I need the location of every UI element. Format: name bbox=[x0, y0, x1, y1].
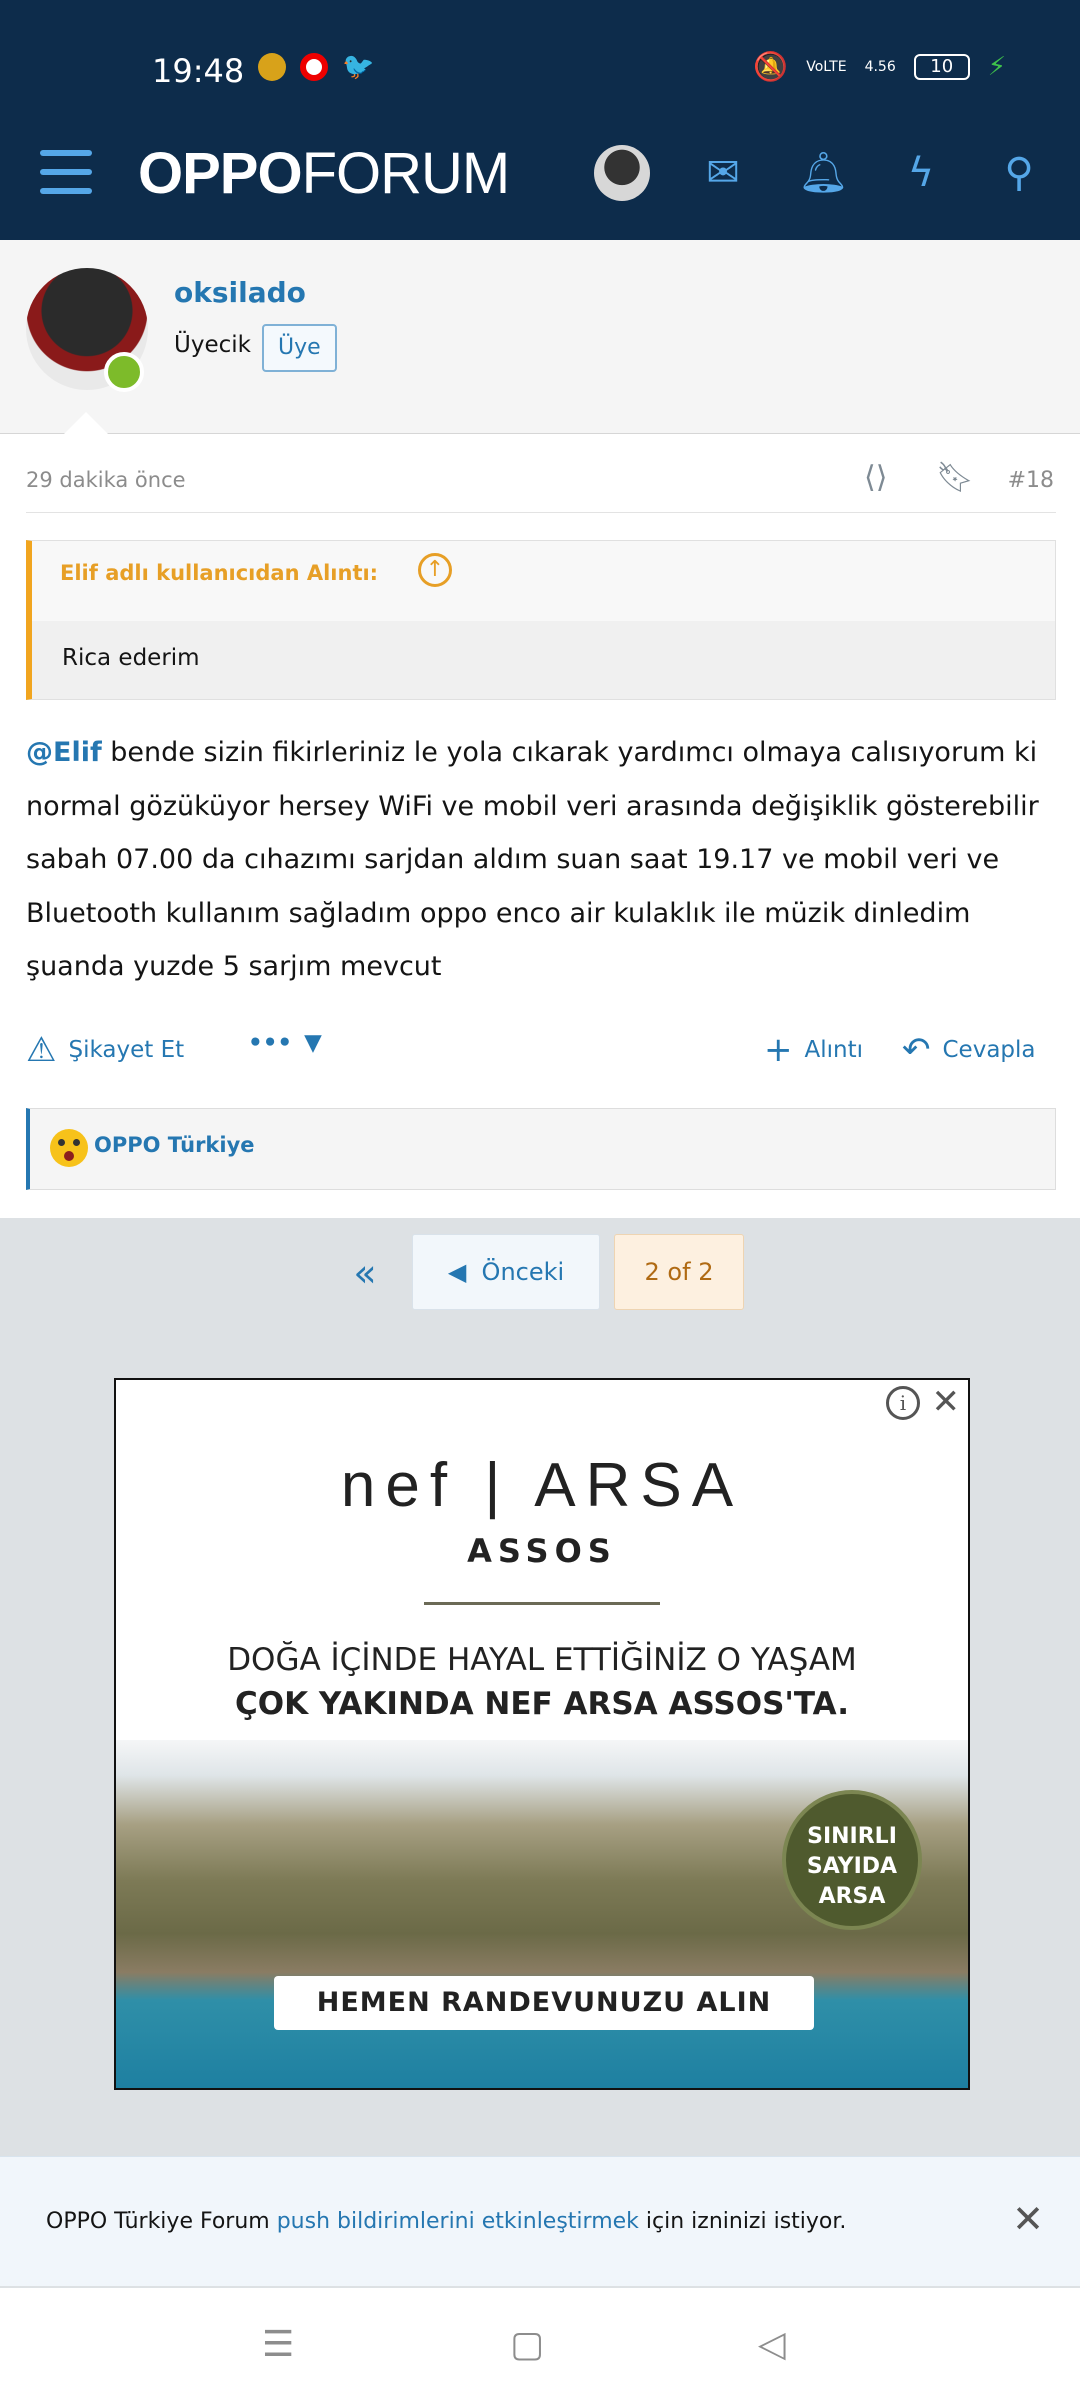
post-body bbox=[26, 726, 1060, 994]
status-bar bbox=[0, 40, 1080, 100]
bookmark-icon[interactable]: 🔖︎ bbox=[936, 460, 975, 495]
online-status-icon bbox=[104, 352, 144, 392]
app-notification-icon bbox=[258, 53, 286, 81]
warning-icon: ⚠ bbox=[26, 1030, 57, 1070]
close-icon[interactable]: ✕ bbox=[1012, 2197, 1044, 2241]
ad-cta-button[interactable]: HEMEN RANDEVUNUZU ALIN bbox=[274, 1976, 814, 2030]
brand-logo[interactable]: OPPOFORUM bbox=[138, 141, 510, 206]
quote-header[interactable]: Elif adlı kullanıcıdan Alıntı: bbox=[60, 561, 379, 585]
share-icon[interactable]: ⟨⟩ bbox=[864, 460, 888, 495]
charging-icon: ⚡ bbox=[987, 51, 1006, 82]
ad-subtitle: ASSOS bbox=[467, 1532, 617, 1570]
ad-badge: SINIRLI SAYIDA ARSA bbox=[782, 1790, 922, 1930]
top-bar bbox=[0, 0, 1080, 240]
arrow-up-circle-icon[interactable]: ↑ bbox=[418, 553, 452, 587]
quote-button[interactable]: + Alıntı bbox=[764, 1030, 863, 1070]
twitter-icon: 🐦 bbox=[342, 52, 375, 82]
signal-icon: 4.56 bbox=[864, 58, 896, 75]
volte-icon: VoLTE bbox=[806, 58, 847, 75]
bell-icon[interactable]: 🔔︎ bbox=[798, 150, 849, 196]
surprised-emoji-icon bbox=[50, 1129, 88, 1167]
signature bbox=[26, 1108, 1056, 1190]
caret-left-icon: ◀ bbox=[447, 1258, 467, 1286]
plus-icon: + bbox=[764, 1030, 793, 1070]
navigation-bar bbox=[0, 2288, 1080, 2400]
quote-block bbox=[26, 540, 1056, 700]
mute-icon: 🔕 bbox=[753, 50, 789, 83]
menu-icon[interactable] bbox=[40, 150, 92, 194]
advertisement[interactable] bbox=[114, 1378, 970, 2090]
post-number[interactable]: #18 bbox=[1007, 468, 1054, 493]
ad-logo: nef | ARSA bbox=[340, 1451, 744, 1520]
caret-down-icon: ▼ bbox=[304, 1030, 322, 1056]
report-button[interactable]: ⚠ Şikayet Et bbox=[26, 1030, 185, 1070]
ad-line-2: ÇOK YAKINDA NEF ARSA ASSOS'TA. bbox=[235, 1686, 849, 1722]
battery-icon: 10 bbox=[914, 54, 970, 80]
ad-line-1: DOĞA İÇİNDE HAYAL ETTİĞİNİZ O YAŞAM bbox=[227, 1642, 857, 1678]
post-time[interactable]: 29 dakika önce bbox=[26, 468, 186, 492]
reply-button[interactable]: ↶ Cevapla bbox=[902, 1030, 1036, 1070]
username[interactable]: oksilado bbox=[174, 276, 306, 309]
more-button[interactable]: ••• ▼ bbox=[248, 1030, 322, 1056]
enable-push-link[interactable]: push bildirimlerini etkinleştirmek bbox=[276, 2209, 639, 2234]
home-icon[interactable]: ▢ bbox=[510, 2324, 545, 2365]
role-badge: Üye bbox=[262, 324, 337, 372]
status-time: 19:48 bbox=[152, 52, 245, 90]
back-icon[interactable]: ◁ bbox=[758, 2324, 786, 2365]
close-icon[interactable]: ✕ bbox=[931, 1382, 960, 1422]
vodafone-icon bbox=[300, 53, 328, 81]
mention-link[interactable]: @Elif bbox=[26, 737, 102, 768]
header-avatar[interactable] bbox=[594, 145, 650, 201]
post-actions bbox=[26, 1030, 1056, 1080]
post-card bbox=[0, 240, 1080, 1218]
mail-icon[interactable]: ✉ bbox=[706, 150, 740, 196]
current-page[interactable]: 2 of 2 bbox=[614, 1234, 744, 1310]
push-notice: OPPO Türkiye Forum push bildirimlerini etkinleştirmek için izninizi istiyor. ✕ bbox=[0, 2156, 1080, 2286]
user-title: Üyecik bbox=[174, 332, 251, 358]
user-info bbox=[0, 240, 1080, 434]
reply-icon: ↶ bbox=[902, 1030, 931, 1070]
info-icon[interactable]: i bbox=[886, 1386, 920, 1420]
recents-icon[interactable]: ☰ bbox=[262, 2324, 295, 2365]
signature-link[interactable]: OPPO Türkiye bbox=[94, 1133, 255, 1157]
lightning-icon[interactable]: ϟ bbox=[907, 150, 935, 196]
quote-text: Rica ederim bbox=[62, 645, 200, 671]
post-text: bende sizin fikirleriniz le yola cıkarak yardımcı olmaya calısıyorum ki normal gözüküyor hersey WiFi ve mobil veri arasında değişiklik gösterebilir sabah 07.00 da cıhazımı sarjdan aldım suan saat 19.17 ve mobil veri ve Bluetooth kullanım sağladım oppo enco air kulaklık ile müzik dinledim şuanda yuzde 5 sarjım mevcut bbox=[26, 737, 1039, 982]
first-page-icon[interactable]: « bbox=[353, 1251, 377, 1295]
search-icon[interactable]: ⚲ bbox=[1004, 150, 1034, 196]
prev-page-button[interactable]: ◀ Önceki bbox=[412, 1234, 600, 1310]
